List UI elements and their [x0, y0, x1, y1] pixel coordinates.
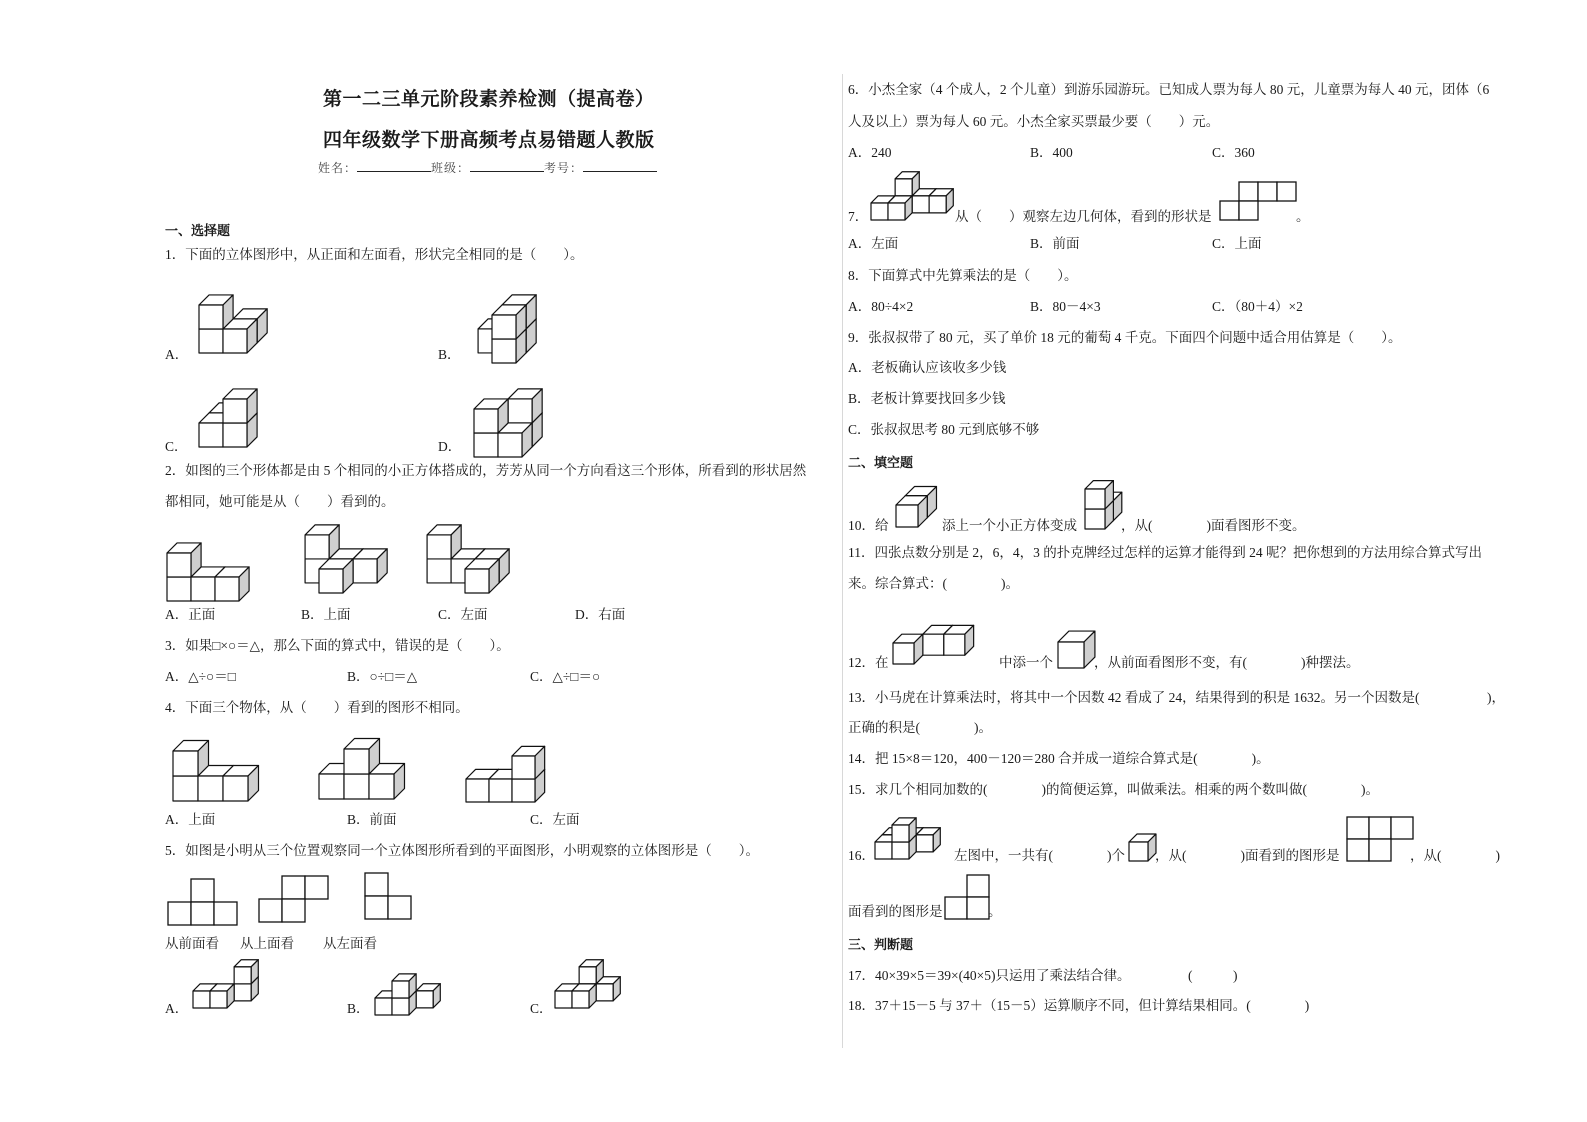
page-title-line1: 第一二三单元阶段素养检测（提高卷） — [323, 88, 655, 110]
question-15: 15．求几个相同加数的( )的简便运算，叫做乘法。相乘的两个数叫做( )。 — [848, 782, 1379, 797]
q8-option-a[interactable]: A．80÷4×2 — [848, 299, 914, 314]
q7-option-c[interactable]: C．上面 — [1212, 236, 1262, 251]
question-6-line1: 6．小杰全家（4 个成人，2 个儿童）到游乐园游玩。已知成人票为每人 80 元，儿童票为每人 40 元，团体（6 — [848, 82, 1490, 97]
name-blank[interactable] — [357, 159, 431, 172]
q6-option-b[interactable]: B．400 — [1030, 145, 1073, 160]
q5-view-label-top: 从上面看 — [240, 936, 294, 951]
question-16-line2: 面看到的图形是 — [848, 904, 943, 919]
q16-view-shape-1 — [1346, 816, 1416, 861]
question-13-line1: 13．小马虎在计算乘法时，将其中一个因数 42 看成了 24，结果得到的积是 1632。另一个因数是( )， — [848, 690, 1505, 705]
question-12-number: 12．在 — [848, 655, 889, 670]
q2-figure-3 — [416, 525, 516, 595]
question-3: 3．如果□×○＝△，那么下面的算式中，错误的是（ ）。 — [165, 638, 510, 653]
name-label: 姓名： — [318, 161, 358, 175]
q4-figure-3 — [465, 734, 565, 804]
q3-option-b[interactable]: B．○÷□＝△ — [347, 669, 418, 684]
question-18: 18．37＋15－5 与 37＋（15－5）运算顺序不同，但计算结果相同。( ) — [848, 998, 1310, 1013]
question-17: 17．40×39×5＝39×(40×5)只运用了乘法结合律。 — [848, 968, 1131, 983]
q7-view-shape — [1219, 181, 1299, 221]
q4-option-c[interactable]: C．左面 — [530, 812, 580, 827]
q2-figure-2 — [294, 525, 394, 595]
q2-option-b[interactable]: B．上面 — [301, 607, 351, 622]
exam-no-blank[interactable] — [583, 159, 657, 172]
q5-option-b[interactable]: B． — [347, 1001, 370, 1016]
question-14: 14．把 15×8＝120，400－120＝280 合并成一道综合算式是( )。 — [848, 751, 1270, 766]
question-13-line2: 正确的积是( )。 — [848, 720, 992, 735]
question-4: 4．下面三个物体，从（ ）看到的图形不相同。 — [165, 700, 469, 715]
question-16-part-c: ，从( ) — [1410, 848, 1500, 863]
q8-option-b[interactable]: B．80－4×3 — [1030, 299, 1101, 314]
question-16-number: 16． — [848, 848, 875, 863]
question-16-end: 。 — [988, 904, 1002, 919]
q1-figure-a — [198, 285, 268, 355]
q7-option-a[interactable]: A．左面 — [848, 236, 899, 251]
q3-option-a[interactable]: A．△÷○＝□ — [165, 669, 236, 684]
question-1: 1．下面的立体图形中，从正面和左面看，形状完全相同的是（ ）。 — [165, 247, 584, 262]
section-fill-in: 二、填空题 — [848, 456, 914, 471]
q1-option-b[interactable]: B． — [438, 347, 461, 362]
q10-figure-result — [1084, 481, 1124, 531]
question-8: 8．下面算式中先算乘法的是（ ）。 — [848, 268, 1078, 283]
section-choice: 一、选择题 — [165, 224, 231, 239]
q4-option-b[interactable]: B．前面 — [347, 812, 397, 827]
question-7-end: 。 — [1296, 209, 1310, 224]
q8-option-c[interactable]: C．（80＋4）×2 — [1212, 299, 1303, 314]
q9-option-b[interactable]: B．老板计算要找回多少钱 — [848, 391, 1006, 406]
q6-option-a[interactable]: A．240 — [848, 145, 892, 160]
q5-option-a[interactable]: A． — [165, 1001, 189, 1016]
question-16-part-a: 左图中，一共有( )个 — [954, 848, 1125, 863]
q1-figure-d — [473, 389, 543, 459]
question-2-line2: 都相同，她可能是从（ ）看到的。 — [165, 494, 395, 509]
q5-option-c[interactable]: C． — [530, 1001, 553, 1016]
q6-option-c[interactable]: C．360 — [1212, 145, 1255, 160]
q9-option-a[interactable]: A．老板确认应该收多少钱 — [848, 360, 1007, 375]
exam-no-label: 考号： — [544, 161, 584, 175]
question-10-mid: 添上一个小正方体变成 — [942, 518, 1077, 533]
question-11-line2: 来。综合算式：( )。 — [848, 576, 1019, 591]
page-title-line2: 四年级数学下册高频考点易错题人教版 — [323, 129, 655, 151]
section-true-false: 三、判断题 — [848, 938, 914, 953]
q1-figure-c — [198, 379, 268, 449]
q1-figure-b — [467, 295, 537, 365]
class-label: 班级： — [431, 161, 471, 175]
q17-answer-paren[interactable]: ( ) — [1188, 968, 1238, 983]
question-7-number: 7． — [848, 209, 869, 224]
question-11-line1: 11．四张点数分别是 2，6，4，3 的扑克牌经过怎样的运算才能得到 24 呢？把你想到的方法用综合算式写出 — [848, 545, 1482, 560]
q5-figure-c — [554, 965, 624, 1010]
question-6-line2: 人及以上）票为每人 60 元。小杰全家买票最少要（ ）元。 — [848, 114, 1220, 129]
q2-option-c[interactable]: C．左面 — [438, 607, 488, 622]
q3-option-c[interactable]: C．△÷□＝○ — [530, 669, 601, 684]
q5-left-view — [364, 872, 424, 922]
q7-option-b[interactable]: B．前面 — [1030, 236, 1080, 251]
q16-view-shape-2 — [944, 874, 994, 919]
q2-option-d[interactable]: D．右面 — [575, 607, 626, 622]
question-16-part-b: ，从( )面看到的图形是 — [1155, 848, 1340, 863]
student-info-row — [318, 159, 657, 176]
q9-option-c[interactable]: C．张叔叔思考 80 元到底够不够 — [848, 422, 1040, 437]
question-12-end: ，从前面看图形不变，有( )种摆法。 — [1094, 655, 1360, 670]
question-9: 9．张叔叔带了 80 元，买了单价 18 元的葡萄 4 千克。下面四个问题中适合用估算是（ ）。 — [848, 330, 1402, 345]
q5-view-label-front: 从前面看 — [165, 936, 219, 951]
q16-figure — [874, 806, 964, 861]
question-10-end: ，从( )面看图形不变。 — [1121, 518, 1306, 533]
q5-figure-b — [374, 972, 444, 1017]
q10-figure-start — [895, 484, 945, 529]
q2-option-a[interactable]: A．正面 — [165, 607, 216, 622]
q5-top-view — [258, 875, 338, 925]
question-2-line1: 2．如图的三个形体都是由 5 个相同的小正方体搭成的，芳芳从同一个方向看这三个形体，所看到的形状居然 — [165, 463, 807, 478]
question-10-number: 10．给 — [848, 518, 889, 533]
q7-figure — [870, 172, 960, 222]
q2-figure-1 — [166, 533, 266, 603]
q1-option-a[interactable]: A． — [165, 347, 189, 362]
q4-figure-2 — [318, 731, 418, 801]
q12-single-cube — [1057, 630, 1097, 670]
q1-option-d[interactable]: D． — [438, 439, 462, 454]
column-divider — [842, 74, 843, 1048]
question-7-text: 从（ ）观察左边几何体，看到的形状是 — [955, 209, 1212, 224]
q4-figure-1 — [172, 733, 272, 803]
q5-figure-a — [192, 965, 262, 1010]
question-5: 5．如图是小明从三个位置观察同一个立体图形所看到的平面图形，小明观察的立体图形是（ ）。 — [165, 843, 759, 858]
q5-view-label-left: 从左面看 — [323, 936, 377, 951]
q1-option-c[interactable]: C． — [165, 439, 188, 454]
class-blank[interactable] — [470, 159, 544, 172]
q12-figure-base — [892, 616, 992, 666]
q5-front-view — [167, 878, 247, 928]
question-12-mid: 中添一个 — [999, 655, 1053, 670]
q4-option-a[interactable]: A．上面 — [165, 812, 216, 827]
